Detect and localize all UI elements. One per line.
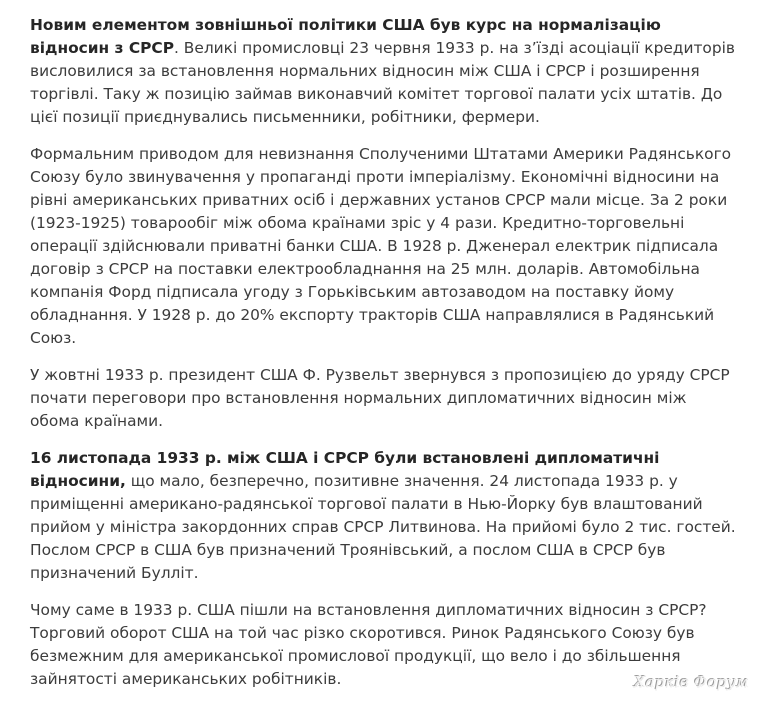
paragraph-5-text: Чому саме в 1933 р. США пішли на встановлення дипломатичних відносин з СРСР? Торговий оборот США на той час різко скоротився. Ринок Радянського Союзу був безмежним для американської промислової продукції, що вело і до збільшення зайнятості американських робітників. <box>30 601 707 688</box>
paragraph-4-text: що мало, безперечно, позитивне значення. 24 листопада 1933 р. у приміщенні американо-радянської торгової палати в Нью-Йорку був влаштований прийом у міністра закордонних справ СРСР Литвинова. На прийомі було 2 тис. гостей. Послом СРСР в США був призначений Троянівський, а послом США в СРСР був призначений Булліт. <box>30 472 736 582</box>
paragraph-1-text: . Великі промисловці 23 червня 1933 р. на з’їзді асоціації кредиторів висловилися за встановлення нормальних відносин між США і СРСР і розширення торгівлі. Таку ж позицію займав виконавчий комітет торгової палати усіх штатів. До цієї позиції приєднувались письменники, робітники, фермери. <box>30 39 735 126</box>
paragraph-2 <box>30 143 740 350</box>
paragraph-3 <box>30 364 740 433</box>
paragraph-4-bold-lead: 16 листопада 1933 р. між США і СРСР були встановлені дипломатичні відносини, <box>30 449 660 490</box>
paragraph-1 <box>30 14 740 129</box>
paragraph-4 <box>30 447 740 585</box>
watermark: Харків Форум <box>634 673 749 691</box>
paragraph-3-text: У жовтні 1933 р. президент США Ф. Рузвельт звернувся з пропозицією до уряду СРСР почати переговори про встановлення нормальних дипломатичних відносин між обома країнами. <box>30 366 730 430</box>
paragraph-2-text: Формальним приводом для невизнання Сполученими Штатами Америки Радянського Союзу було звинувачення у пропаганді проти імперіалізму. Економічні відносини на рівні американських приватних осіб і державних установ СРСР мали місце. За 2 роки (1923-1925) товарообіг між обома країнами зріс у 4 рази. Кредитно-торговельні операції здійснювали приватні банки США. В 1928 р. Дженерал електрик підписала договір з СРСР на поставки електрообладнання на 25 млн. доларів. Автомобільна компанія Форд підписала угоду з Горьківським автозаводом на поставку йому обладнання. У 1928 р. до 20% експорту тракторів США направлялися в Радянський Союз. <box>30 145 732 347</box>
article-body <box>30 14 740 705</box>
paragraph-1-bold-lead: Новим елементом зовнішньої політики США був курс на нормалізацію відносин з СРСР <box>30 16 661 57</box>
